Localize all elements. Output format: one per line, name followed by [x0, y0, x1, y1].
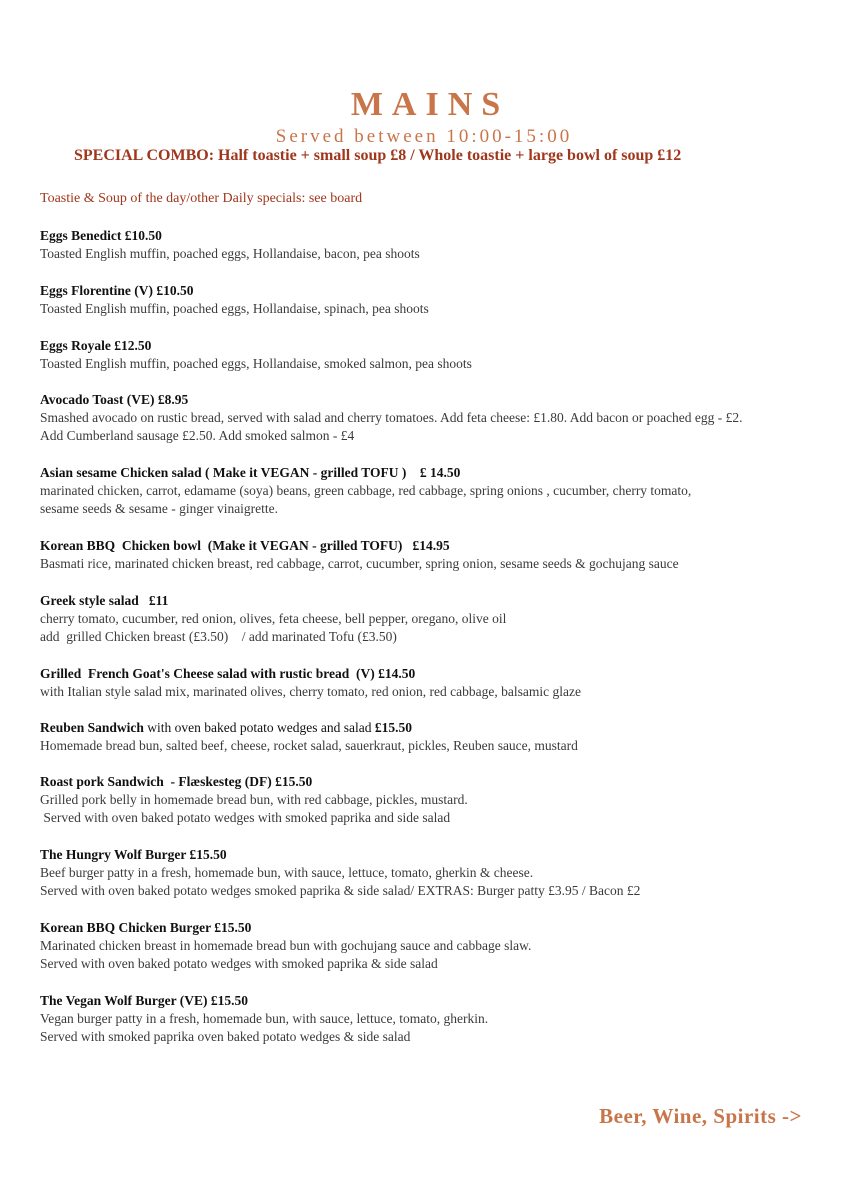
menu-item: [40, 719, 810, 755]
menu-item-desc: Toasted English muffin, poached eggs, Hollandaise, bacon, pea shoots: [40, 246, 420, 261]
menu-item: [40, 337, 810, 373]
menu-item-name: Eggs Florentine (V) £10.50: [40, 283, 194, 298]
menu-item-desc: Add Cumberland sausage £2.50. Add smoked salmon - £4: [40, 428, 355, 443]
menu-item-desc: Served with oven baked potato wedges smoked paprika & side salad/ EXTRAS: Burger patty £3.95 / Bacon £2: [40, 883, 641, 898]
menu-item-name: Avocado Toast (VE) £8.95: [40, 392, 189, 407]
menu-item-desc: Served with smoked paprika oven baked potato wedges & side salad: [40, 1029, 411, 1044]
menu-item-desc: with Italian style salad mix, marinated olives, cherry tomato, red onion, red cabbage, balsamic glaze: [40, 684, 581, 699]
menu-item-name: Greek style salad £11: [40, 593, 169, 608]
special-combo: SPECIAL COMBO: Half toastie + small soup £8 / Whole toastie + large bowl of soup £12: [74, 147, 682, 164]
menu-item-price: £15.50: [374, 720, 412, 735]
menu-item-desc: Smashed avocado on rustic bread, served with salad and cherry tomatoes. Add feta cheese: £1.80. Add bacon or poached egg - £2.: [40, 410, 743, 425]
menu-item-desc: marinated chicken, carrot, edamame (soya) beans, green cabbage, red cabbage, spring onions , cucumber, cherry tomato,: [40, 483, 692, 498]
menu-item-name: Eggs Royale £12.50: [40, 338, 152, 353]
menu-item-desc: Toasted English muffin, poached eggs, Hollandaise, spinach, pea shoots: [40, 301, 429, 316]
menu-item-name: Grilled French Goat's Cheese salad with rustic bread (V) £14.50: [40, 666, 416, 681]
menu-item-desc: Toasted English muffin, poached eggs, Hollandaise, smoked salmon, pea shoots: [40, 356, 472, 371]
menu-item-name: Roast pork Sandwich - Flæskesteg (DF) £15.50: [40, 774, 313, 789]
menu-item-desc: Beef burger patty in a fresh, homemade bun, with sauce, lettuce, tomato, gherkin & cheese.: [40, 865, 534, 880]
menu-item-desc: Grilled pork belly in homemade bread bun, with red cabbage, pickles, mustard.: [40, 792, 468, 807]
menu-item-name: Korean BBQ Chicken Burger £15.50: [40, 920, 252, 935]
menu-item-desc: cherry tomato, cucumber, red onion, olives, feta cheese, bell pepper, oregano, olive oil: [40, 611, 507, 626]
menu-item: [40, 665, 810, 701]
menu-item-name: Eggs Benedict £10.50: [40, 228, 162, 243]
menu-item: [40, 773, 810, 827]
menu-item-desc: Served with oven baked potato wedges with smoked paprika and side salad: [40, 810, 451, 825]
menu-item-title: Reuben Sandwich: [40, 720, 144, 735]
menu-item-name: [40, 719, 810, 737]
menu-item: [40, 464, 810, 518]
menu-item-desc: Homemade bread bun, salted beef, cheese, rocket salad, sauerkraut, pickles, Reuben sauce, mustard: [40, 738, 578, 753]
menu-item: [40, 282, 810, 318]
menu-item-name: The Hungry Wolf Burger £15.50: [40, 847, 227, 862]
next-page-link[interactable]: Beer, Wine, Spirits ->: [599, 1104, 802, 1128]
menu-item-subtitle: with oven baked potato wedges and salad: [143, 720, 375, 735]
menu-item: [40, 391, 810, 445]
serving-hours: Served between 10:00-15:00: [275, 126, 573, 147]
page-title: MAINS: [350, 86, 510, 123]
menu-item: [40, 592, 810, 646]
menu-item-desc: Basmati rice, marinated chicken breast, red cabbage, carrot, cucumber, spring onion, sesame seeds & gochujang sauce: [40, 556, 679, 571]
menu-item-desc: Served with oven baked potato wedges with smoked paprika & side salad: [40, 956, 438, 971]
menu-item: [40, 919, 810, 973]
menu-item: [40, 992, 810, 1046]
menu-item-name: The Vegan Wolf Burger (VE) £15.50: [40, 993, 249, 1008]
menu-item: [40, 846, 810, 900]
menu-item-desc: Vegan burger patty in a fresh, homemade bun, with sauce, lettuce, tomato, gherkin.: [40, 1011, 489, 1026]
menu-item-desc: Marinated chicken breast in homemade bread bun with gochujang sauce and cabbage slaw.: [40, 938, 532, 953]
menu-item: [40, 227, 810, 263]
menu-item-name: Korean BBQ Chicken bowl (Make it VEGAN - grilled TOFU) £14.95: [40, 538, 450, 553]
menu-item-desc: sesame seeds & sesame - ginger vinaigrette.: [40, 501, 279, 516]
menu-item: [40, 537, 810, 573]
daily-specials-note: Toastie & Soup of the day/other Daily specials: see board: [40, 191, 363, 206]
menu-item-name: Asian sesame Chicken salad ( Make it VEGAN - grilled TOFU ) £ 14.50: [40, 465, 461, 480]
menu-item-desc: add grilled Chicken breast (£3.50) / add marinated Tofu (£3.50): [40, 629, 397, 644]
